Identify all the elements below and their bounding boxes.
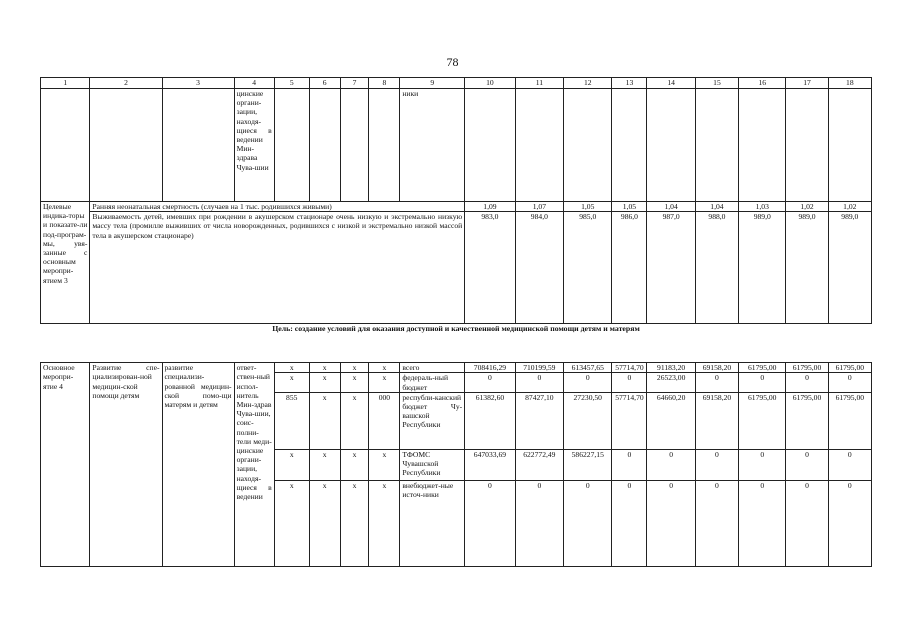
code-cell: 000 xyxy=(369,392,400,449)
value-cell: 87427,10 xyxy=(515,392,563,449)
value-cell: 1,05 xyxy=(612,202,647,212)
value-cell: 984,0 xyxy=(515,212,563,324)
value-cell: 61795,00 xyxy=(828,363,871,373)
value-cell: 0 xyxy=(465,373,515,392)
value-cell: 0 xyxy=(647,449,695,480)
header-cell: 1 xyxy=(41,78,90,89)
measure-name: Развитие спе-циализирован-ной медицин-ской помощи детям xyxy=(90,363,162,567)
value-cell: 0 xyxy=(786,480,828,566)
value-cell: 1,04 xyxy=(695,202,738,212)
code-cell: 855 xyxy=(274,392,309,449)
value-cell: 989,0 xyxy=(786,212,828,324)
code-cell: x xyxy=(274,363,309,373)
header-cell: 4 xyxy=(234,78,274,89)
header-cell: 2 xyxy=(90,78,162,89)
value-cell: 0 xyxy=(828,480,871,566)
header-cell: 18 xyxy=(828,78,871,89)
value-cell: 613457,65 xyxy=(564,363,612,373)
source-continued: ники xyxy=(400,89,465,202)
header-cell: 17 xyxy=(786,78,828,89)
header-cell: 3 xyxy=(162,78,234,89)
source-cell: ТФОМС Чувашской Республики xyxy=(400,449,465,480)
value-cell: 64660,20 xyxy=(647,392,695,449)
value-cell: 647033,69 xyxy=(465,449,515,480)
value-cell: 61795,00 xyxy=(828,392,871,449)
value-cell: 0 xyxy=(739,480,786,566)
code-cell: x xyxy=(340,480,369,566)
value-cell: 1,09 xyxy=(465,202,515,212)
value-cell: 61795,00 xyxy=(739,392,786,449)
value-cell: 69158,20 xyxy=(695,392,738,449)
value-cell: 985,0 xyxy=(564,212,612,324)
value-cell: 1,05 xyxy=(564,202,612,212)
code-cell: x xyxy=(309,373,340,392)
funding-row xyxy=(41,363,872,373)
value-cell: 1,04 xyxy=(647,202,695,212)
value-cell: 989,0 xyxy=(739,212,786,324)
value-cell: 57714,70 xyxy=(612,363,647,373)
code-cell: x xyxy=(274,480,309,566)
header-cell: 16 xyxy=(739,78,786,89)
measure-task: развитие специализи-рованной медицин-ской помо-щи матерям и детям xyxy=(162,363,234,567)
value-cell: 69158,20 xyxy=(695,363,738,373)
value-cell: 57714,70 xyxy=(612,392,647,449)
value-cell: 61795,00 xyxy=(786,392,828,449)
value-cell: 1,02 xyxy=(786,202,828,212)
target-text: Выживаемость детей, имевших при рождении в акушерском стационаре очень низкую и экстремально низкую массу тела (промилле выживших от числа новорожденных, родившихся с низкой и экстремально низкой массой тела в акушерском стационаре) xyxy=(90,212,465,324)
value-cell: 26523,00 xyxy=(647,373,695,392)
header-row xyxy=(41,78,872,89)
value-cell: 0 xyxy=(515,373,563,392)
value-cell: 0 xyxy=(739,449,786,480)
value-cell: 1,03 xyxy=(739,202,786,212)
target-text: Ранняя неонатальная смертность (случаев на 1 тыс. родившихся живыми) xyxy=(90,202,465,212)
value-cell: 61382,60 xyxy=(465,392,515,449)
code-cell: x xyxy=(340,392,369,449)
value-cell: 61795,00 xyxy=(739,363,786,373)
value-cell: 0 xyxy=(695,373,738,392)
value-cell: 0 xyxy=(564,373,612,392)
code-cell: x xyxy=(369,373,400,392)
value-cell: 986,0 xyxy=(612,212,647,324)
target-row xyxy=(41,212,872,324)
value-cell: 0 xyxy=(739,373,786,392)
value-cell: 27230,50 xyxy=(564,392,612,449)
code-cell: x xyxy=(340,449,369,480)
value-cell: 0 xyxy=(828,373,871,392)
value-cell: 987,0 xyxy=(647,212,695,324)
value-cell: 622772,49 xyxy=(515,449,563,480)
code-cell: x xyxy=(309,363,340,373)
program-table xyxy=(40,77,872,567)
source-cell: внебюджет-ные источ-ники xyxy=(400,480,465,566)
header-cell: 9 xyxy=(400,78,465,89)
value-cell: 1,07 xyxy=(515,202,563,212)
value-cell: 91183,20 xyxy=(647,363,695,373)
code-cell: x xyxy=(309,449,340,480)
value-cell: 586227,15 xyxy=(564,449,612,480)
source-cell: федераль-ный бюджет xyxy=(400,373,465,392)
code-cell: x xyxy=(369,363,400,373)
measure-label: Основное меропри-ятие 4 xyxy=(41,363,90,567)
goal-row xyxy=(41,324,872,363)
value-cell: 989,0 xyxy=(828,212,871,324)
code-cell: x xyxy=(274,373,309,392)
header-cell: 6 xyxy=(309,78,340,89)
value-cell: 0 xyxy=(786,373,828,392)
value-cell: 0 xyxy=(612,480,647,566)
continuation-row xyxy=(41,89,872,202)
value-cell: 0 xyxy=(612,449,647,480)
header-cell: 7 xyxy=(340,78,369,89)
value-cell: 61795,00 xyxy=(786,363,828,373)
source-cell: всего xyxy=(400,363,465,373)
code-cell: x xyxy=(340,373,369,392)
value-cell: 0 xyxy=(786,449,828,480)
header-cell: 15 xyxy=(695,78,738,89)
executor-continued: цинские органи-зации, находя-щиеся в ведении Мин-здрава Чува-шии xyxy=(234,89,274,202)
code-cell: x xyxy=(309,480,340,566)
header-cell: 13 xyxy=(612,78,647,89)
targets-label: Целевые индика-торы и показате-ли под-програм-мы, увя-занные с основным меропри-ятием 3 xyxy=(41,202,90,324)
value-cell: 0 xyxy=(465,480,515,566)
code-cell: x xyxy=(369,449,400,480)
value-cell: 0 xyxy=(515,480,563,566)
code-cell: x xyxy=(274,449,309,480)
code-cell: x xyxy=(340,363,369,373)
value-cell: 0 xyxy=(695,449,738,480)
value-cell: 1,02 xyxy=(828,202,871,212)
header-cell: 12 xyxy=(564,78,612,89)
page-number: 78 xyxy=(446,55,459,69)
value-cell: 708416,29 xyxy=(465,363,515,373)
source-cell: республи-канский бюджет Чу-вашской Республики xyxy=(400,392,465,449)
header-cell: 5 xyxy=(274,78,309,89)
header-cell: 8 xyxy=(369,78,400,89)
header-cell: 11 xyxy=(515,78,563,89)
target-row xyxy=(41,202,872,212)
value-cell: 0 xyxy=(564,480,612,566)
measure-executor: ответ-ствен-ный испол-нитель Мин-здрав Чува-шии, соис-полни-тели меди-цинские органи-зации, находя-щиеся в ведении xyxy=(234,363,274,567)
header-cell: 10 xyxy=(465,78,515,89)
code-cell: x xyxy=(369,480,400,566)
code-cell: x xyxy=(309,392,340,449)
value-cell: 710199,59 xyxy=(515,363,563,373)
value-cell: 0 xyxy=(612,373,647,392)
value-cell: 983,0 xyxy=(465,212,515,324)
goal-title: Цель: создание условий для оказания доступной и качественной медицинской помощи детям и матерям xyxy=(41,324,872,363)
value-cell: 0 xyxy=(647,480,695,566)
header-cell: 14 xyxy=(647,78,695,89)
value-cell: 0 xyxy=(828,449,871,480)
value-cell: 988,0 xyxy=(695,212,738,324)
value-cell: 0 xyxy=(695,480,738,566)
